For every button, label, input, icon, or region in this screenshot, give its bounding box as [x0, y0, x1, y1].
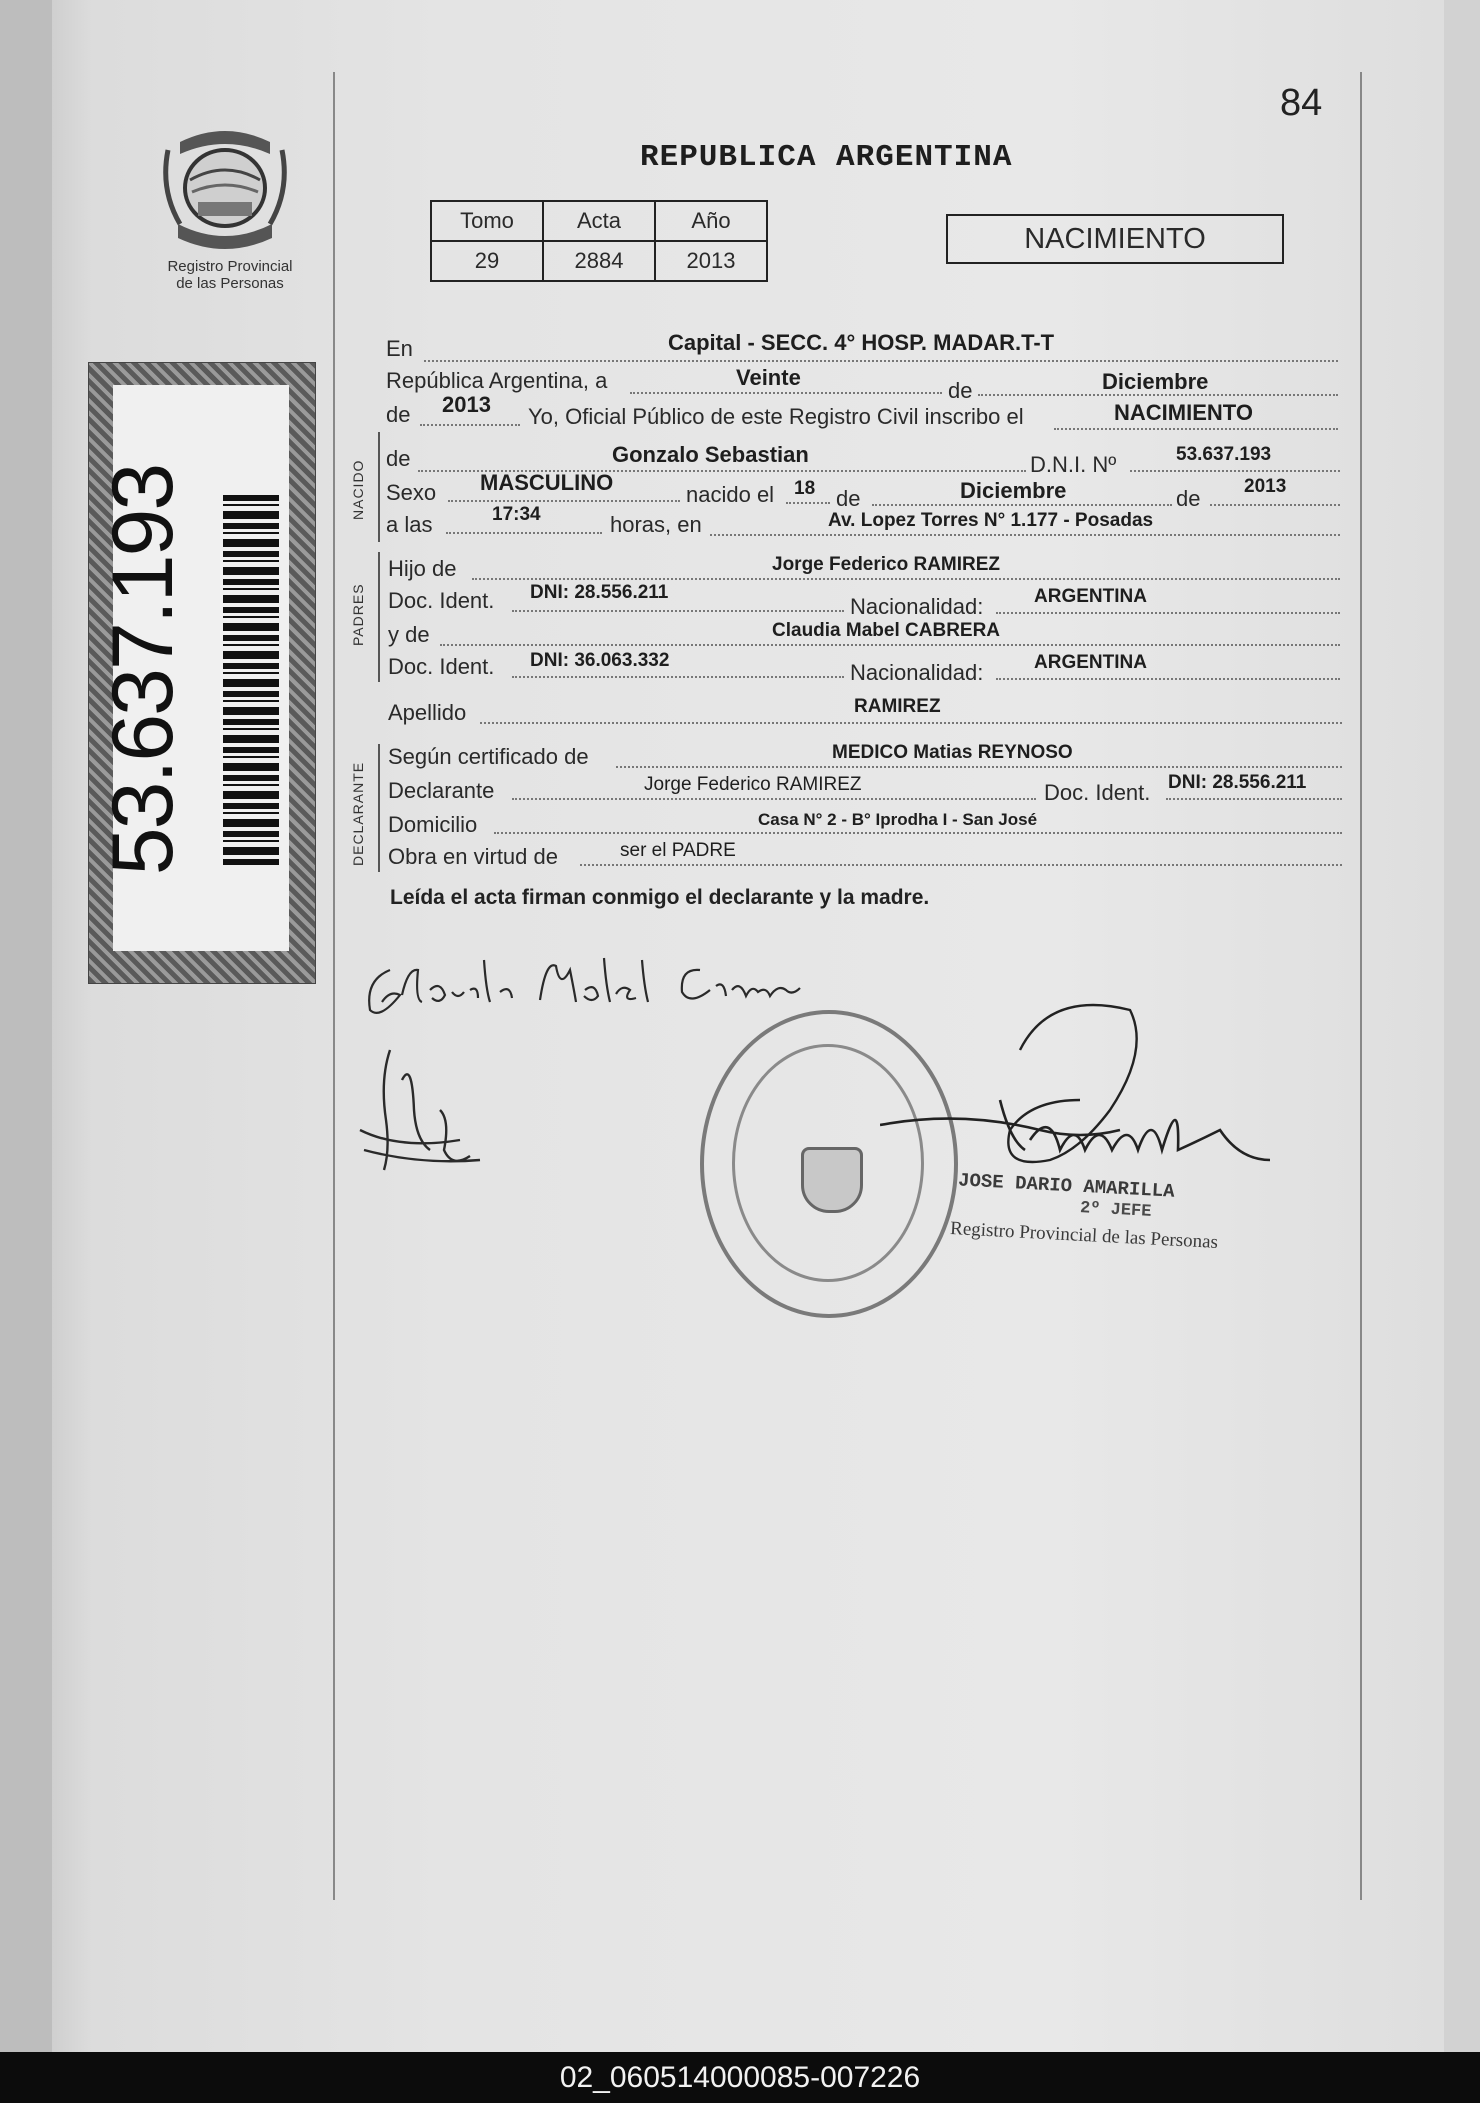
registro-label-line2: de las Personas [176, 275, 284, 292]
value-padre-nac: ARGENTINA [1034, 586, 1147, 607]
value-anio: 2013 [655, 241, 767, 281]
value-obra: ser el PADRE [620, 840, 736, 861]
section-label-nacido: NACIDO [350, 459, 366, 520]
page-number: 84 [1280, 82, 1323, 124]
barcode-number: 53.637.193 [95, 464, 191, 876]
mother-signature [360, 940, 830, 1030]
label-de-mes-nac: de [836, 486, 861, 511]
value-mes-acta: Diciembre [1102, 369, 1209, 394]
value-anio-acta: 2013 [442, 392, 491, 417]
label-horas-en: horas, en [610, 512, 702, 537]
registro-label-line1: Registro Provincial [167, 258, 293, 275]
label-nacido-el: nacido el [686, 482, 775, 507]
section-label-declarante: DECLARANTE [350, 761, 366, 866]
dots-obra [580, 864, 1342, 866]
value-sexo: MASCULINO [480, 470, 614, 495]
label-nacionalidad-madre: Nacionalidad: [850, 660, 984, 685]
label-doc-ident-padre: Doc. Ident. [388, 588, 495, 613]
dots-row1 [424, 360, 1338, 362]
dots-row3a [420, 424, 520, 426]
value-padre: Jorge Federico RAMIREZ [772, 554, 1001, 575]
dots-row6b [710, 534, 1340, 536]
label-doc-ident-declarante: Doc. Ident. [1044, 780, 1151, 805]
value-madre-nac: ARGENTINA [1034, 652, 1147, 673]
record-table [430, 200, 768, 282]
value-lugar: Capital - SECC. 4° HOSP. MADAR.T-T [668, 330, 1055, 355]
scan-left-edge [0, 0, 52, 2052]
value-tipo: NACIMIENTO [1114, 400, 1253, 425]
value-declarante: Jorge Federico RAMIREZ [644, 774, 862, 795]
header-acta: Acta [543, 201, 655, 241]
stamp-emblem-icon [801, 1147, 863, 1213]
value-dia-nac: 18 [794, 478, 816, 499]
value-acta: 2884 [543, 241, 655, 281]
label-segun-certificado: Según certificado de [388, 744, 589, 769]
section-line-nacido [378, 432, 380, 542]
value-anio-nac: 2013 [1244, 476, 1287, 497]
label-apellido: Apellido [388, 700, 467, 725]
dots-declarante [512, 798, 1036, 800]
dots-row5c [872, 504, 1172, 506]
label-obra-en-virtud: Obra en virtud de [388, 844, 558, 869]
value-apellido: RAMIREZ [854, 696, 941, 717]
label-doc-ident-madre: Doc. Ident. [388, 654, 495, 679]
dots-domicilio [494, 832, 1342, 834]
margin-line-left [333, 72, 335, 1900]
value-nombre: Gonzalo Sebastian [612, 442, 809, 467]
document-title: REPUBLICA ARGENTINA [640, 140, 1013, 175]
dots-madre-doc [512, 676, 844, 678]
dots-row5b [786, 502, 830, 504]
act-type-box: NACIMIENTO [946, 214, 1284, 264]
scan-right-edge [1444, 0, 1480, 2052]
margin-line-right [1360, 72, 1362, 1900]
section-line-padres [378, 552, 380, 682]
official-signature [880, 990, 1280, 1190]
official-name: JOSE DARIO AMARILLA [957, 1169, 1176, 1203]
label-de-nombre: de [386, 446, 411, 471]
closing-text: Leída el acta firman conmigo el declarante y la madre. [390, 886, 930, 909]
section-label-padres: PADRES [350, 583, 366, 646]
dots-row5a [448, 500, 680, 502]
section-line-declarante [378, 744, 380, 872]
official-org: Registro Provincial de las Personas [949, 1218, 1219, 1254]
dots-madre-nac [996, 678, 1340, 680]
dots-row6a [446, 532, 602, 534]
value-domicilio: Casa N° 2 - B° Iprodha I - San José [758, 810, 1038, 829]
label-dni-no: D.N.I. Nº [1030, 452, 1117, 477]
dots-declarante-doc [1166, 798, 1342, 800]
record-table-header [431, 201, 767, 241]
official-role: 2º JEFE [1079, 1199, 1152, 1222]
dots-padre-nac [996, 612, 1340, 614]
dots-certificado [616, 766, 1342, 768]
value-padre-doc: DNI: 28.556.211 [530, 582, 669, 603]
label-nacionalidad-padre: Nacionalidad: [850, 594, 984, 619]
footer-file-id: 02_060514000085-007226 [0, 2052, 1480, 2103]
value-mes-nac: Diciembre [960, 478, 1067, 503]
dots-row3b [1054, 428, 1338, 430]
header-anio: Año [655, 201, 767, 241]
label-de-anio: de [386, 402, 411, 427]
value-tomo: 29 [431, 241, 543, 281]
barcode-bars-icon [223, 495, 279, 865]
dots-madre [440, 644, 1340, 646]
dots-padre [472, 578, 1340, 580]
dots-row2a [630, 392, 942, 394]
barcode-label [95, 385, 289, 951]
label-sexo: Sexo [386, 480, 437, 505]
dots-row5d [1210, 504, 1340, 506]
header-tomo: Tomo [431, 201, 543, 241]
barcode-panel [88, 362, 316, 984]
value-madre: Claudia Mabel CABRERA [772, 620, 1001, 641]
label-republica-a: República Argentina, a [386, 368, 608, 393]
provincia-misiones-emblem-icon [160, 120, 290, 255]
label-yo-oficial: Yo, Oficial Público de este Registro Civil inscribo el [528, 404, 1024, 429]
value-dni: 53.637.193 [1176, 444, 1272, 465]
value-dia-palabra: Veinte [736, 365, 801, 390]
label-y-de: y de [388, 622, 430, 647]
declarant-signature [340, 1020, 500, 1180]
dots-row4b [1130, 470, 1340, 472]
value-declarante-doc: DNI: 28.556.211 [1168, 772, 1307, 793]
registro-label [150, 258, 310, 292]
label-de-mes: de [948, 378, 973, 403]
value-lugar-nac: Av. Lopez Torres N° 1.177 - Posadas [828, 510, 1154, 531]
value-certificado: MEDICO Matias REYNOSO [832, 742, 1073, 763]
label-de-anio-nac: de [1176, 486, 1201, 511]
label-declarante: Declarante [388, 778, 495, 803]
label-domicilio: Domicilio [388, 812, 478, 837]
record-table-values [431, 241, 767, 281]
label-a-las: a las [386, 512, 433, 537]
label-hijo-de: Hijo de [388, 556, 457, 581]
dots-apellido [480, 722, 1342, 724]
dots-padre-doc [512, 610, 844, 612]
value-hora: 17:34 [492, 504, 541, 525]
label-en: En [386, 336, 413, 361]
value-madre-doc: DNI: 36.063.332 [530, 650, 670, 671]
